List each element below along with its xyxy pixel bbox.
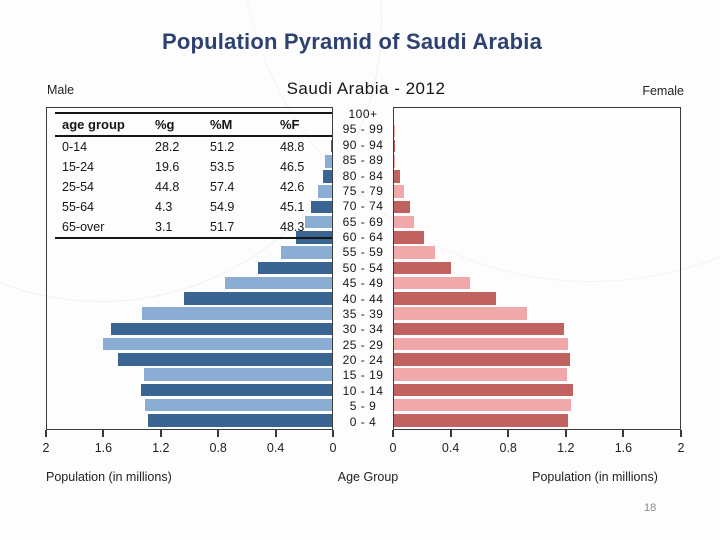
table-cell: 4.3 bbox=[155, 200, 173, 214]
female-bar bbox=[394, 292, 496, 305]
female-side-label: Female bbox=[642, 84, 684, 98]
male-bar bbox=[111, 323, 332, 336]
male-bar bbox=[258, 262, 332, 275]
age-group-label: 100+ bbox=[348, 107, 378, 121]
male-bar bbox=[184, 292, 332, 305]
age-group-label: 40 - 44 bbox=[342, 291, 384, 306]
male-bar bbox=[145, 399, 332, 412]
axis-tick bbox=[450, 430, 452, 437]
male-bar bbox=[144, 368, 332, 381]
table-cell: 48.8 bbox=[280, 140, 305, 154]
female-bar bbox=[394, 414, 568, 427]
axis-tick bbox=[45, 430, 47, 437]
table-cell: 28.2 bbox=[155, 140, 180, 154]
table-row bbox=[55, 197, 332, 217]
chart-title: Saudi Arabia - 2012 bbox=[286, 79, 446, 98]
age-group-label: 90 - 94 bbox=[342, 137, 384, 152]
x-axis-caption-center: Age Group bbox=[337, 470, 399, 484]
age-group-label: 45 - 49 bbox=[342, 276, 384, 291]
female-bar bbox=[394, 368, 567, 381]
axis-tick-label: 0 bbox=[329, 441, 337, 455]
age-structure-table bbox=[55, 112, 332, 239]
female-bar bbox=[394, 231, 424, 244]
axis-tick bbox=[622, 430, 624, 437]
axis-tick bbox=[565, 430, 567, 437]
age-group-label: 15 - 19 bbox=[342, 368, 384, 383]
x-axis-caption-right: Population (in millions) bbox=[532, 470, 658, 484]
male-bar bbox=[281, 246, 332, 259]
axis-tick-label: 1.2 bbox=[557, 441, 575, 455]
axis-tick bbox=[392, 430, 394, 437]
page-number: 18 bbox=[644, 502, 657, 514]
female-bar bbox=[394, 384, 573, 397]
axis-tick-label: 0.8 bbox=[209, 441, 227, 455]
female-bar bbox=[394, 323, 564, 336]
table-cell: 65-over bbox=[62, 220, 105, 234]
female-bar bbox=[394, 185, 404, 198]
table-header-cell: %g bbox=[155, 117, 175, 132]
table-cell: 54.9 bbox=[210, 200, 235, 214]
age-group-label: 0 - 4 bbox=[349, 414, 377, 429]
male-bar bbox=[225, 277, 332, 290]
female-bar bbox=[394, 216, 414, 229]
age-group-label: 35 - 39 bbox=[342, 306, 384, 321]
age-group-label: 20 - 24 bbox=[342, 353, 384, 368]
table-header-cell: age group bbox=[62, 117, 125, 132]
axis-tick-label: 0.4 bbox=[441, 441, 460, 455]
axis-tick bbox=[217, 430, 219, 437]
age-group-label: 50 - 54 bbox=[342, 260, 384, 275]
table-cell: 3.1 bbox=[155, 220, 173, 234]
female-bar bbox=[394, 338, 568, 351]
table-cell: 46.5 bbox=[280, 160, 305, 174]
female-bar bbox=[394, 399, 571, 412]
age-group-label: 55 - 59 bbox=[342, 245, 384, 260]
table-header-row bbox=[55, 114, 332, 135]
table-cell: 45.1 bbox=[280, 200, 305, 214]
male-bar bbox=[148, 414, 332, 427]
female-bar bbox=[394, 170, 400, 183]
female-bar bbox=[394, 262, 451, 275]
table-cell: 25-54 bbox=[62, 180, 94, 194]
table-cell: 55-64 bbox=[62, 200, 94, 214]
axis-tick-label: 2 bbox=[42, 441, 50, 455]
age-group-label: 25 - 29 bbox=[342, 337, 384, 352]
female-bars-panel bbox=[393, 107, 681, 430]
table-row bbox=[55, 157, 332, 177]
female-bar bbox=[394, 277, 470, 290]
axis-tick bbox=[160, 430, 162, 437]
axis-tick bbox=[102, 430, 104, 437]
table-cell: 19.6 bbox=[155, 160, 180, 174]
table-cell: 53.5 bbox=[210, 160, 235, 174]
male-bar bbox=[142, 307, 332, 320]
age-group-label: 5 - 9 bbox=[349, 399, 377, 414]
axis-tick-label: 0 bbox=[389, 441, 397, 455]
table-bottom-rule bbox=[55, 237, 332, 239]
age-group-label: 65 - 69 bbox=[342, 214, 384, 229]
female-bar bbox=[394, 155, 395, 168]
male-bar bbox=[141, 384, 332, 397]
axis-tick bbox=[275, 430, 277, 437]
axis-tick-label: 2 bbox=[677, 441, 685, 455]
female-bar bbox=[394, 201, 410, 214]
male-bar bbox=[103, 338, 332, 351]
age-group-axis bbox=[333, 107, 393, 430]
female-bar bbox=[394, 246, 435, 259]
axis-tick-label: 1.6 bbox=[94, 441, 113, 455]
table-header-cell: %M bbox=[210, 117, 233, 132]
table-cell: 51.2 bbox=[210, 140, 235, 154]
age-group-label: 75 - 79 bbox=[342, 183, 384, 198]
table-cell: 57.4 bbox=[210, 180, 235, 194]
page-title: Population Pyramid of Saudi Arabia bbox=[161, 29, 543, 54]
table-row bbox=[55, 177, 332, 197]
table-row bbox=[55, 137, 332, 157]
table-cell: 15-24 bbox=[62, 160, 94, 174]
age-group-label: 85 - 89 bbox=[342, 153, 384, 168]
table-cell: 48.3 bbox=[280, 220, 305, 234]
age-group-label: 70 - 74 bbox=[342, 199, 384, 214]
table-cell: 51.7 bbox=[210, 220, 235, 234]
table-cell: 0-14 bbox=[62, 140, 88, 154]
axis-tick-label: 1.6 bbox=[614, 441, 633, 455]
age-group-label: 30 - 34 bbox=[342, 322, 384, 337]
table-header-cell: %F bbox=[280, 117, 300, 132]
axis-tick-label: 0.8 bbox=[499, 441, 517, 455]
age-group-label: 95 - 99 bbox=[342, 122, 384, 137]
age-group-label: 80 - 84 bbox=[342, 168, 384, 183]
age-group-label: 10 - 14 bbox=[342, 383, 384, 398]
male-bar bbox=[118, 353, 332, 366]
x-axis-caption-left: Population (in millions) bbox=[46, 470, 172, 484]
axis-tick bbox=[507, 430, 509, 437]
table-cell: 44.8 bbox=[155, 180, 180, 194]
female-bar bbox=[394, 353, 570, 366]
age-group-label: 60 - 64 bbox=[342, 230, 384, 245]
axis-tick-label: 1.2 bbox=[152, 441, 170, 455]
male-side-label: Male bbox=[47, 83, 75, 97]
table-row bbox=[55, 217, 332, 237]
axis-tick-label: 0.4 bbox=[266, 441, 285, 455]
female-bar bbox=[394, 125, 395, 138]
female-bar bbox=[394, 307, 527, 320]
axis-tick bbox=[332, 430, 334, 437]
axis-tick bbox=[680, 430, 682, 437]
female-bar bbox=[394, 140, 395, 153]
table-cell: 42.6 bbox=[280, 180, 305, 194]
